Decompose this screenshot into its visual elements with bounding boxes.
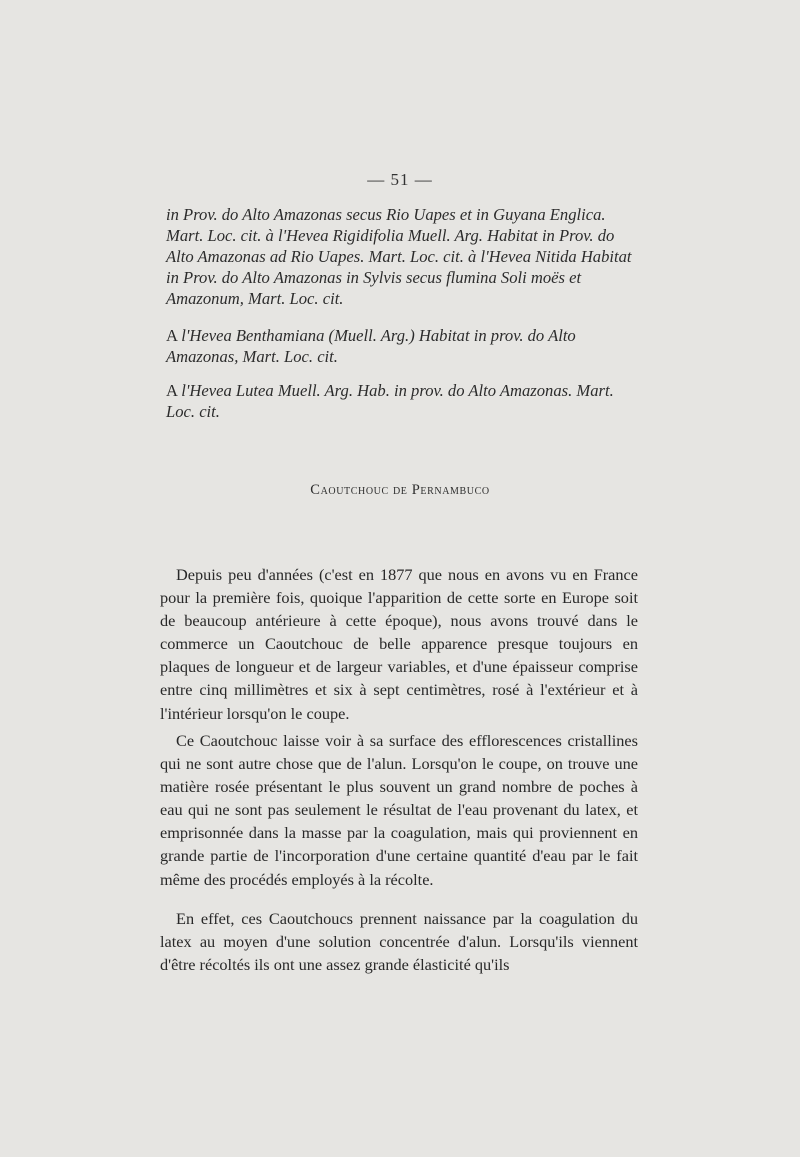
italic-paragraph-3 [166, 380, 644, 422]
italic-paragraph-2 [166, 325, 644, 367]
italic-paragraph-2-text: l'Hevea Benthamiana (Muell. Arg.) Habitat in prov. do Alto Amazonas, Mart. Loc. cit. [166, 326, 576, 366]
italic-paragraph-1: in Prov. do Alto Amazonas secus Rio Uapes et in Guyana Englica. Mart. Loc. cit. à l'Hevea Rigidifolia Muell. Arg. Habitat in Prov. do Alto Amazonas ad Rio Uapes. Mart. Loc. cit. à l'Hevea Nitida Habitat in Prov. do Alto Amazonas in Sylvis secus flumina Soli moës et Amazonum, Mart. Loc. cit. [166, 205, 632, 308]
section-heading: Caoutchouc de Pernambuco [310, 482, 490, 498]
page-number: — 51 — [367, 170, 433, 189]
body-paragraph-1: Depuis peu d'années (c'est en 1877 que nous en avons vu en France pour la première fois, quoique l'apparition de cette sorte en Europe soit de beaucoup antérieure à cette époque), nous avons trouvé dans le commerce un Caoutchouc de belle apparence presque toujours en plaques de longueur et de largeur variables, et d'une épaisseur comprise entre cinq millimètres et six à sept centimètres, rosé à l'extérieur et à l'intérieur lorsqu'on le coupe. [160, 565, 638, 723]
italic-paragraph-2-prefix: A [166, 326, 182, 345]
body-paragraph-3: En effet, ces Caoutchoucs prennent naissance par la coagulation du latex au moyen d'une solution concentrée d'alun. Lorsqu'ils viennent d'être récoltés ils ont une assez grande élasticité qu'ils [160, 909, 638, 975]
italic-paragraph-3-text: l'Hevea Lutea Muell. Arg. Hab. in prov. do Alto Amazonas. Mart. Loc. cit. [166, 381, 614, 421]
italic-paragraph-3-prefix: A [166, 381, 182, 400]
body-paragraph-2: Ce Caoutchouc laisse voir à sa surface des efflorescences cristallines qui ne sont autre chose que de l'alun. Lorsqu'on le coupe, on trouve une matière rosée présentant le plus souvent un grand nombre de poches à eau qui ne sont pas seulement le résultat de l'eau provenant du latex, et emprisonnée dans la masse par la coagulation, mais qui proviennent en grande partie de l'incorporation d'une certaine quantité d'eau par le fait même des procédés employés à la récolte. [160, 731, 638, 889]
